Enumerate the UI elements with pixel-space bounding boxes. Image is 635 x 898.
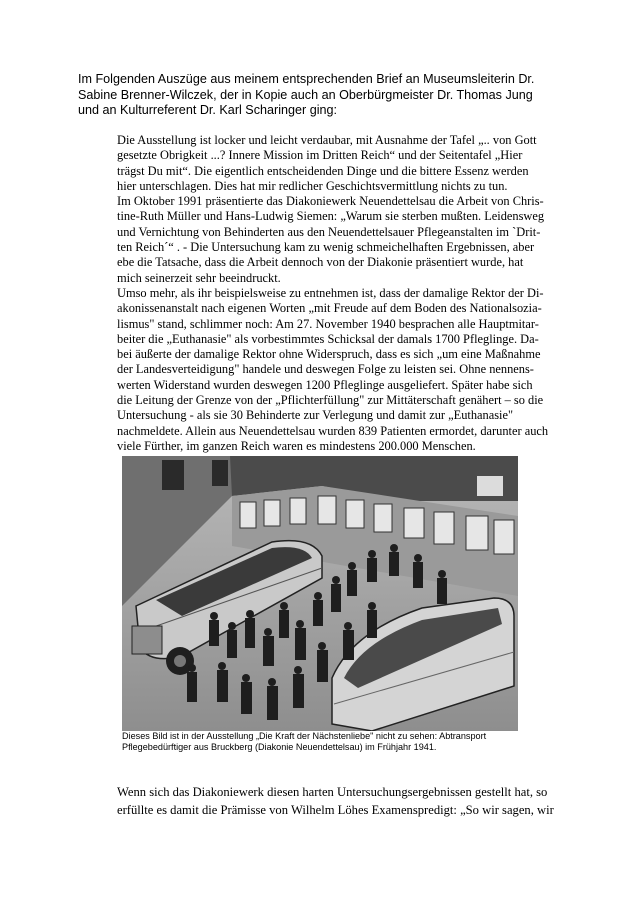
quote-line: die Leitung der Grenze von der „Pflichterfüllung" zur Mittäterschaft genähert – so die bbox=[117, 393, 544, 408]
quote-line: Die Ausstellung ist locker und leicht verdaubar, mit Ausnahme der Tafel „.. von Gott bbox=[117, 133, 537, 147]
quote-line: mich seinerzeit sehr beeindruckt. bbox=[117, 270, 281, 285]
quote-paragraph-rektor bbox=[117, 286, 559, 454]
quote-line: nachmeldete. Allein aus Neuendettelsau wurden 839 Patienten ermordet, darunter auch bbox=[117, 423, 549, 438]
quote-line: gesetzte Obrigkeit ...? Innere Mission im Dritten Reich“ und der Seitentafel „Hier bbox=[117, 148, 523, 163]
quote-line: beiter die „Euthanasie" als vorbestimmtes Schicksal der damals 1700 Pfleglinge. Da- bbox=[117, 331, 539, 346]
quote-line: lismus" stand, schlimmer noch: Am 27. November 1940 besprachen alle Hauptmitar- bbox=[117, 316, 539, 331]
quote-line: werten Widerstand wurden deswegen 1200 Pfleglinge ausgeliefert. Später habe sich bbox=[117, 377, 533, 392]
quote-line: akonissenanstalt nach eigenen Worten „mit Freude auf dem Boden des Nationalsozia- bbox=[117, 301, 542, 316]
closing-line: erfüllte es damit die Prämisse von Wilhelm Löhes Examenspredigt: „So wir sagen, wir bbox=[117, 802, 554, 817]
caption-line: Dieses Bild ist in der Ausstellung „Die Kraft der Nächstenliebe" nicht zu sehen: Abtransport bbox=[122, 731, 487, 741]
quote-line: bei äußerte der damalige Rektor ohne Widerspruch, dass es sich „um eine Maßnahme bbox=[117, 347, 541, 362]
quote-paragraph-1991 bbox=[117, 194, 559, 286]
quote-line: Im Oktober 1991 präsentierte das Diakoniewerk Neuendettelsau die Arbeit von Chris- bbox=[117, 194, 544, 209]
intro-paragraph bbox=[78, 72, 578, 119]
quote-line: ten Reich´“ . - Die Untersuchung kam zu wenig schmeichelhaften Ergebnissen, aber bbox=[117, 240, 535, 255]
quote-line: tine-Ruth Müller und Hans-Ludwig Siemen: „Warum sie sterben mußten. Leidensweg bbox=[117, 209, 545, 224]
historical-photo bbox=[122, 456, 518, 731]
intro-line: und an Kulturreferent Dr. Karl Scharinger ging: bbox=[78, 103, 338, 117]
quote-line: Untersuchung - als sie 30 Behinderte zur Verlegung und damit zur „Euthanasie" bbox=[117, 408, 514, 423]
quote-line: der Landesverteidigung" handele und deswegen Folge zu leisten sei. Ohne nennens- bbox=[117, 362, 534, 377]
intro-line: Sabine Brenner-Wilczek, der in Kopie auch an Oberbürgmeister Dr. Thomas Jung bbox=[78, 87, 533, 102]
quote-paragraph-exhibition bbox=[117, 133, 559, 194]
quote-line: ebe die Tatsache, dass die Arbeit dennoch von der Diakonie präsentiert wurde, hat bbox=[117, 255, 524, 270]
closing-paragraph bbox=[117, 784, 567, 819]
photo-illustration bbox=[122, 456, 518, 731]
quote-line: trägst Du mit“. Die eigentlich entscheidenden Dinge und die bittere Essenz werden bbox=[117, 163, 529, 178]
quote-line: viele Fürther, im ganzen Reich waren es mindestens 200.000 Menschen. bbox=[117, 438, 476, 453]
quote-line: Umso mehr, als ihr beispielsweise zu entnehmen ist, dass der damalige Rektor der Di- bbox=[117, 285, 544, 300]
caption-line: Pflegebedürftiger aus Bruckberg (Diakonie Neuendettelsau) im Frühjahr 1941. bbox=[122, 742, 437, 753]
quote-line: hier unterschlagen. Dies hat mir redlicher Geschichtsvermittlung nichts zu tun. bbox=[117, 178, 508, 193]
closing-line: Wenn sich das Diakoniewerk diesen harten Untersuchungsergebnissen gestellt hat, so bbox=[117, 785, 548, 799]
photo-caption bbox=[122, 731, 522, 754]
intro-line: Im Folgenden Auszüge aus meinem entsprechenden Brief an Museumsleiterin Dr. bbox=[78, 72, 535, 86]
quote-line: und Vernichtung von Behinderten aus den Neuendettelsauer Pflegeanstalten im `Drit- bbox=[117, 224, 541, 239]
letter-quote bbox=[117, 133, 559, 454]
